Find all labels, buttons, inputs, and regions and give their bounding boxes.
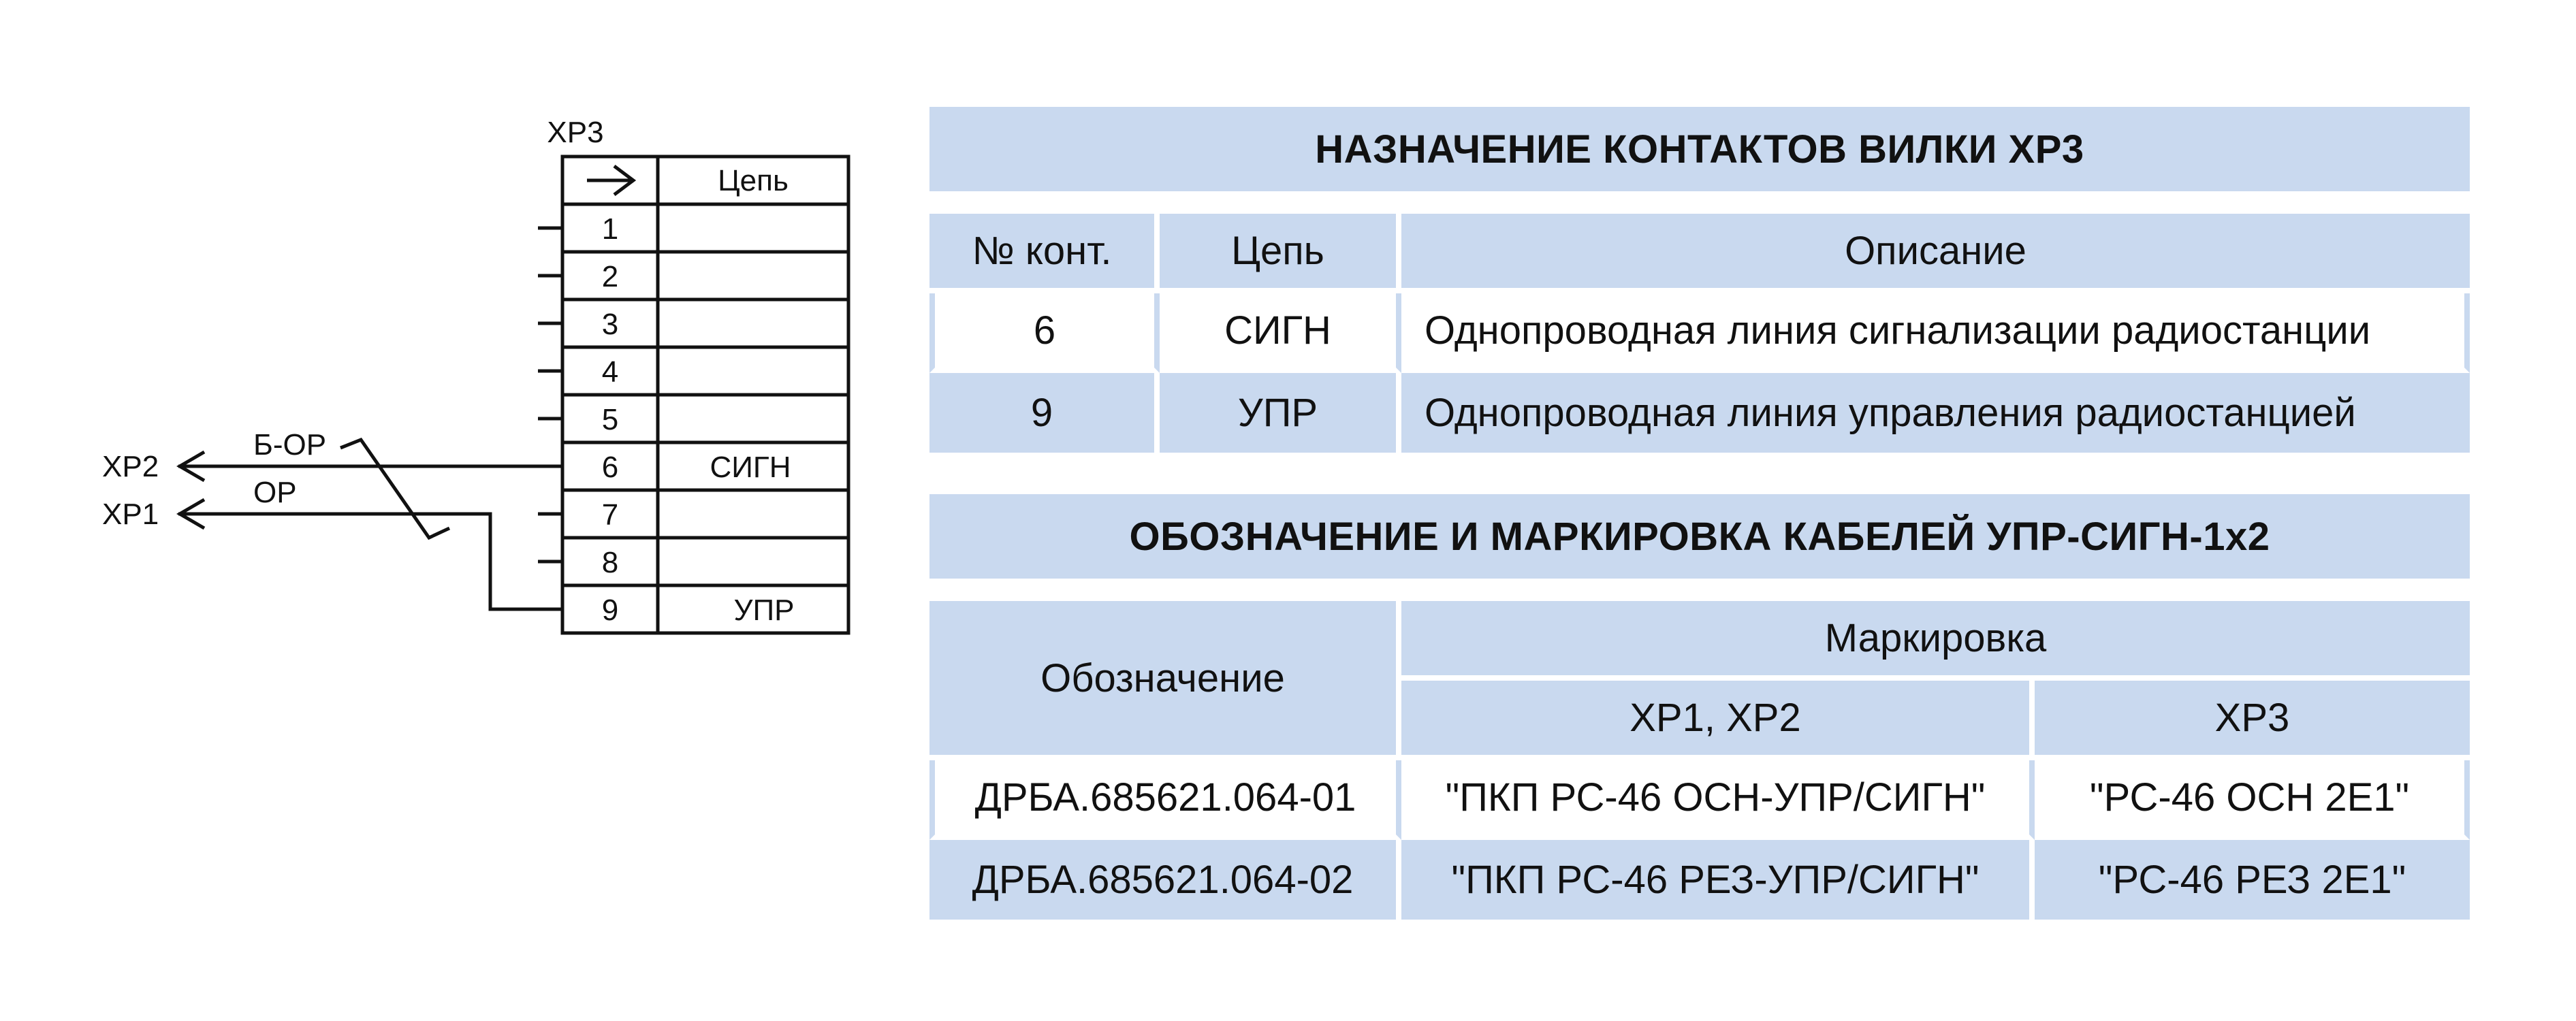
- wire-target-label: XP1: [102, 498, 159, 531]
- arrow-right-icon: [587, 166, 633, 195]
- pin-number: 8: [601, 546, 619, 579]
- wiring-diagram: [0, 0, 926, 681]
- circuit-name: СИГН: [1160, 293, 1401, 373]
- table-row: [929, 840, 2470, 920]
- cables-header-row: [929, 601, 2470, 681]
- description: Однопроводная линия управления радиостанцией: [1401, 373, 2470, 453]
- header-circuit-label: Цепь: [718, 164, 789, 197]
- contacts-header-row: [929, 214, 2470, 293]
- circuit-name: УПР: [1160, 373, 1401, 453]
- cables-table-title: ОБОЗНАЧЕНИЕ И МАРКИРОВКА КАБЕЛЕЙ УПР-СИГН-1х2: [929, 494, 2470, 579]
- subheader-xp1-xp2: XP1, XP2: [1401, 681, 2035, 760]
- cable-marking-xp3: "РС-46 ОСН 2Е1": [2035, 760, 2470, 840]
- subheader-xp3: XP3: [2035, 681, 2470, 760]
- wire-xp1: [178, 500, 562, 609]
- pin-stubs: [538, 228, 562, 562]
- description: Однопроводная линия сигнализации радиостанции: [1401, 293, 2470, 373]
- pin-circuit: УПР: [733, 594, 795, 627]
- cables-section: [929, 494, 2470, 579]
- pin-number: 2: [601, 260, 619, 293]
- pin-number: 9: [601, 594, 619, 627]
- pin-number: 7: [601, 498, 619, 532]
- connector-label: XP3: [547, 116, 604, 149]
- table-row: [929, 760, 2470, 840]
- wire-target-label: XP2: [102, 450, 159, 483]
- header-circuit: Цепь: [1160, 214, 1401, 293]
- cables-table: [929, 601, 2470, 920]
- pin-number: 4: [601, 355, 619, 389]
- pin-number: 1: [601, 212, 619, 246]
- header-marking: Маркировка: [1401, 601, 2470, 681]
- cable-marking-xp3: "РС-46 РЕЗ 2Е1": [2035, 840, 2470, 920]
- header-description: Описание: [1401, 214, 2470, 293]
- cable-designation: ДРБА.685621.064-02: [929, 840, 1401, 920]
- contacts-table-title: НАЗНАЧЕНИЕ КОНТАКТОВ ВИЛКИ XP3: [929, 107, 2470, 191]
- twisted-pair-mark: [340, 440, 449, 538]
- table-row: [929, 293, 2470, 373]
- cable-marking-xp1-xp2: "ПКП РС-46 РЕЗ-УПР/СИГН": [1401, 840, 2035, 920]
- pin-number: 5: [601, 403, 619, 436]
- contacts-section: [929, 107, 2470, 191]
- pin-number: 3: [601, 308, 619, 341]
- wire-color-label: ОР: [253, 476, 297, 509]
- pin-circuit: СИГН: [710, 451, 791, 484]
- cable-designation: ДРБА.685621.064-01: [929, 760, 1401, 840]
- cable-marking-xp1-xp2: "ПКП РС-46 ОСН-УПР/СИГН": [1401, 760, 2035, 840]
- pin-number: 6: [601, 451, 619, 484]
- contact-number: 9: [929, 373, 1160, 453]
- table-row: [929, 373, 2470, 453]
- header-designation: Обозначение: [929, 601, 1401, 760]
- contacts-table: [929, 214, 2470, 453]
- contact-number: 6: [929, 293, 1160, 373]
- header-contact-number: № конт.: [929, 214, 1160, 293]
- wire-color-label: Б-ОР: [253, 428, 327, 461]
